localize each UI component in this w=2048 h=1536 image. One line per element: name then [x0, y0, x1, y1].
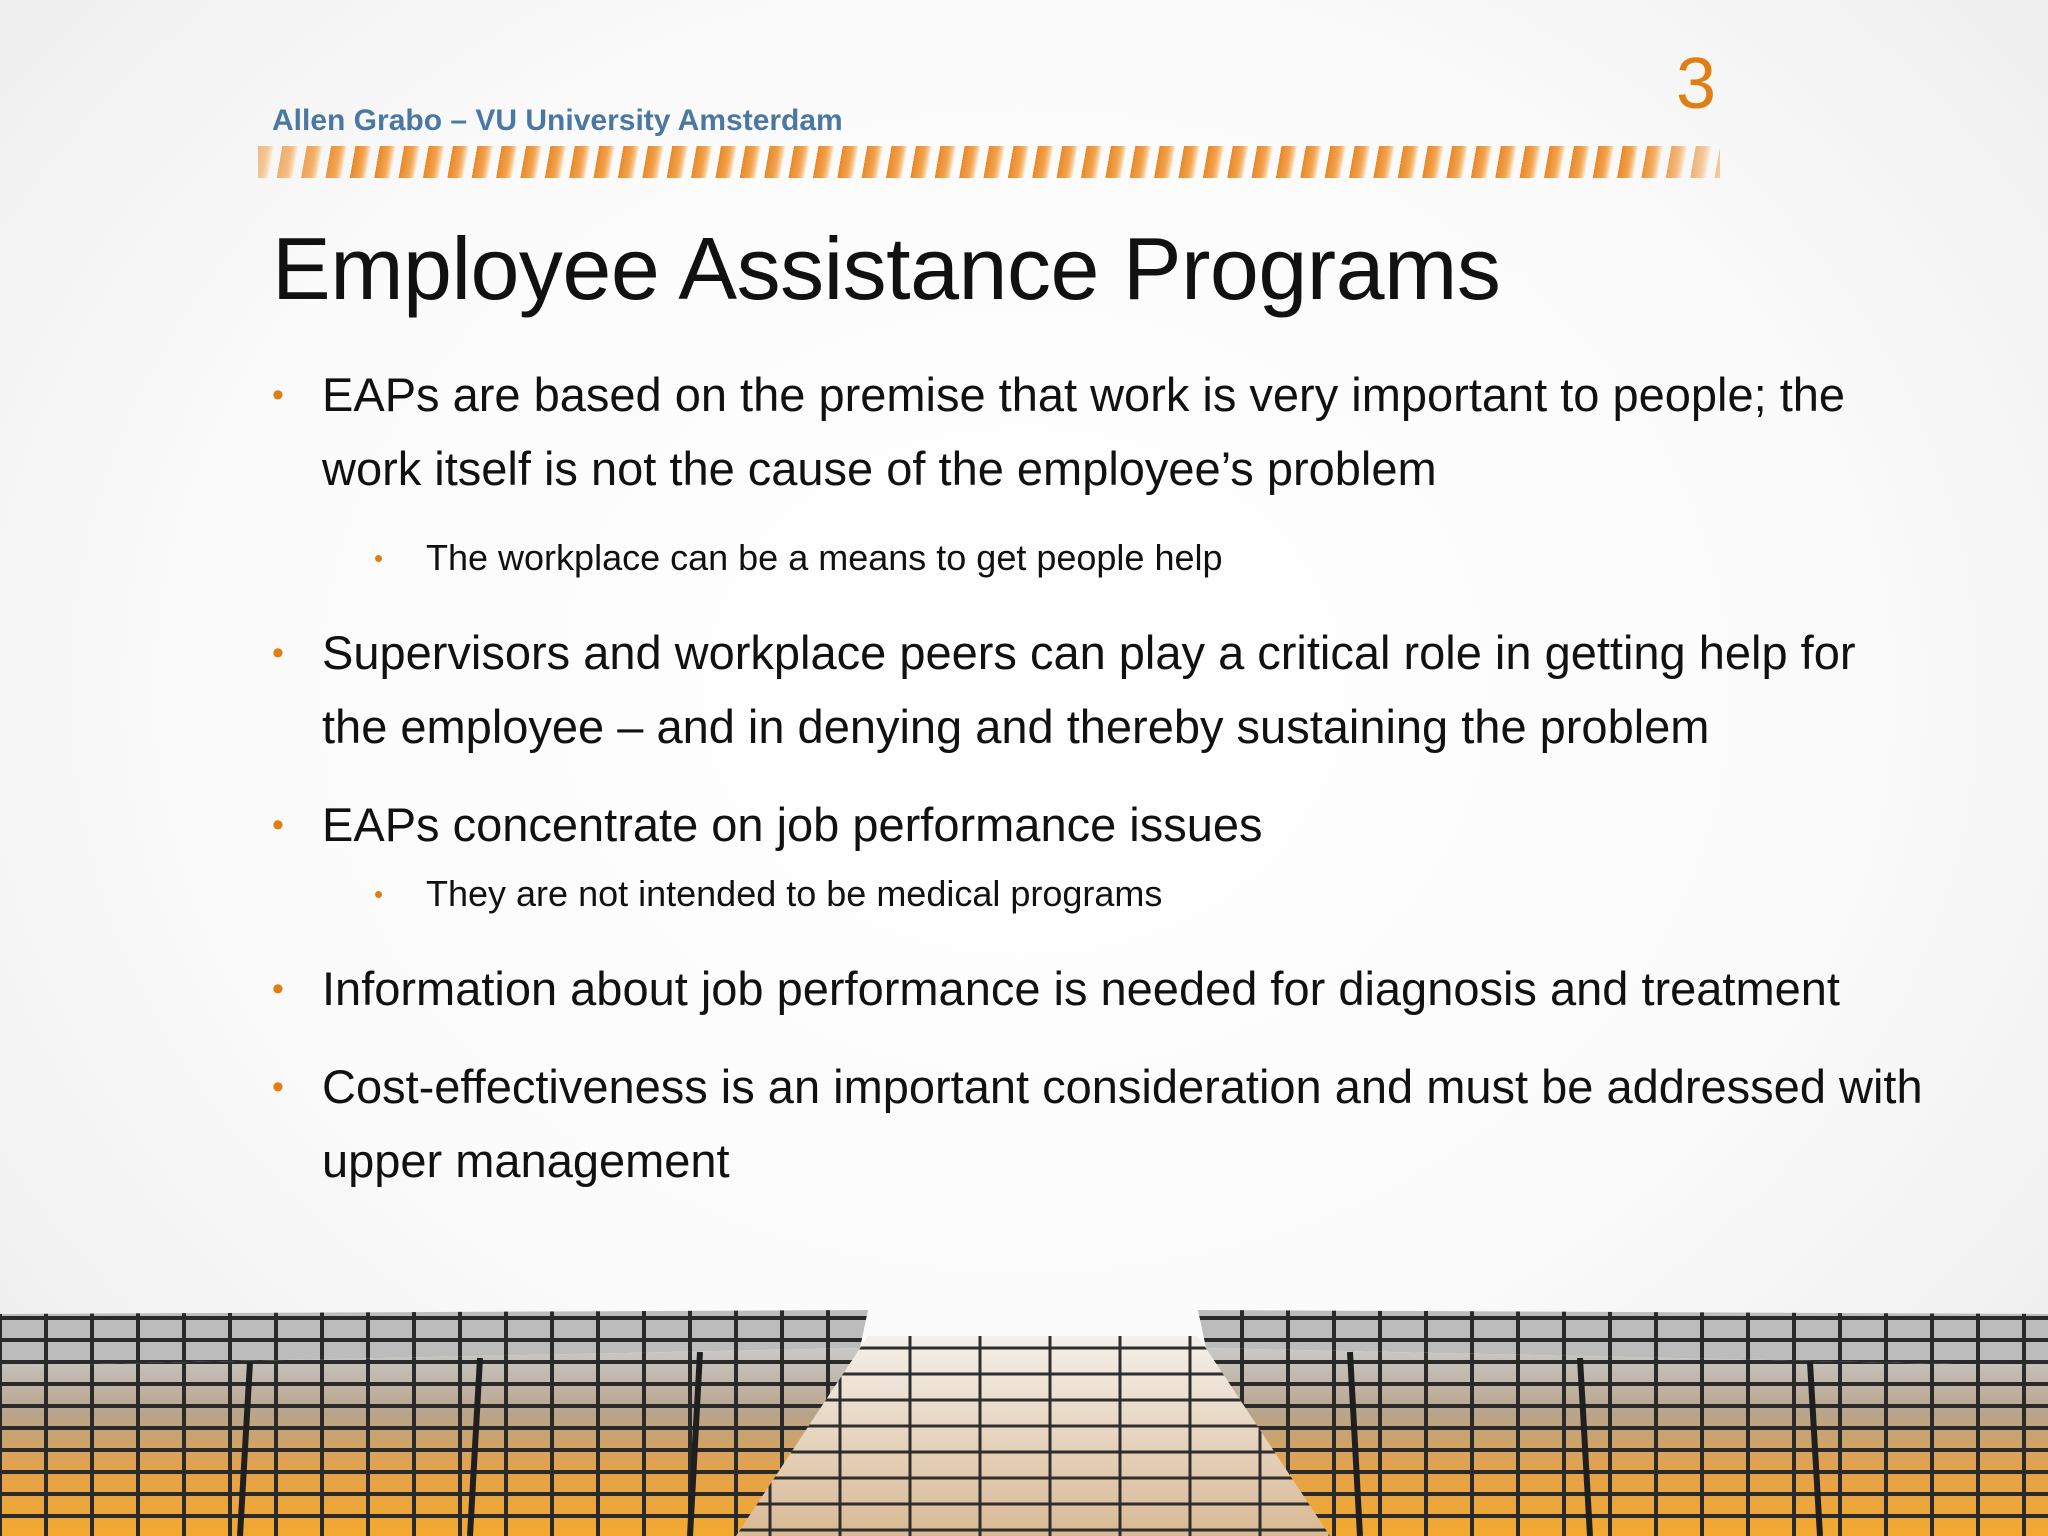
bullet-icon: • — [272, 634, 284, 672]
sub-bullet-icon: • — [374, 879, 384, 909]
sub-bullet-item — [272, 866, 1932, 922]
sub-bullet-icon: • — [374, 543, 384, 573]
bullet-list — [272, 358, 1932, 1222]
bullet-item — [272, 1050, 1932, 1198]
bullet-text: Cost-effectiveness is an important consideration and must be addressed with upper management — [322, 1060, 1923, 1187]
building-facade-photo — [0, 1296, 2048, 1536]
bullet-text: Supervisors and workplace peers can play a critical role in getting help for the employee – and in denying and thereby sustaining the problem — [322, 626, 1856, 753]
bullet-icon: • — [272, 806, 284, 844]
bullet-item — [272, 952, 1932, 1026]
sub-bullet-text: They are not intended to be medical programs — [426, 873, 1163, 914]
bullet-item — [272, 358, 1932, 506]
sub-bullet-item — [272, 530, 1932, 586]
bullet-text: EAPs are based on the premise that work is very important to people; the work itself is not the cause of the employee’s problem — [322, 368, 1846, 495]
bullet-icon: • — [272, 376, 284, 414]
bullet-text: Information about job performance is needed for diagnosis and treatment — [322, 962, 1840, 1015]
page-number: 3 — [1675, 44, 1717, 124]
bullet-icon: • — [272, 970, 284, 1008]
author-affiliation: Allen Grabo – VU University Amsterdam — [272, 104, 843, 137]
bullet-item — [272, 616, 1932, 764]
bullet-text: EAPs concentrate on job performance issues — [322, 798, 1263, 851]
bullet-icon: • — [272, 1068, 284, 1106]
bullet-item — [272, 788, 1932, 862]
slide-title: Employee Assistance Programs — [272, 219, 1501, 318]
decorative-stripe-bar — [258, 146, 1720, 178]
sub-bullet-text: The workplace can be a means to get people help — [426, 537, 1223, 578]
